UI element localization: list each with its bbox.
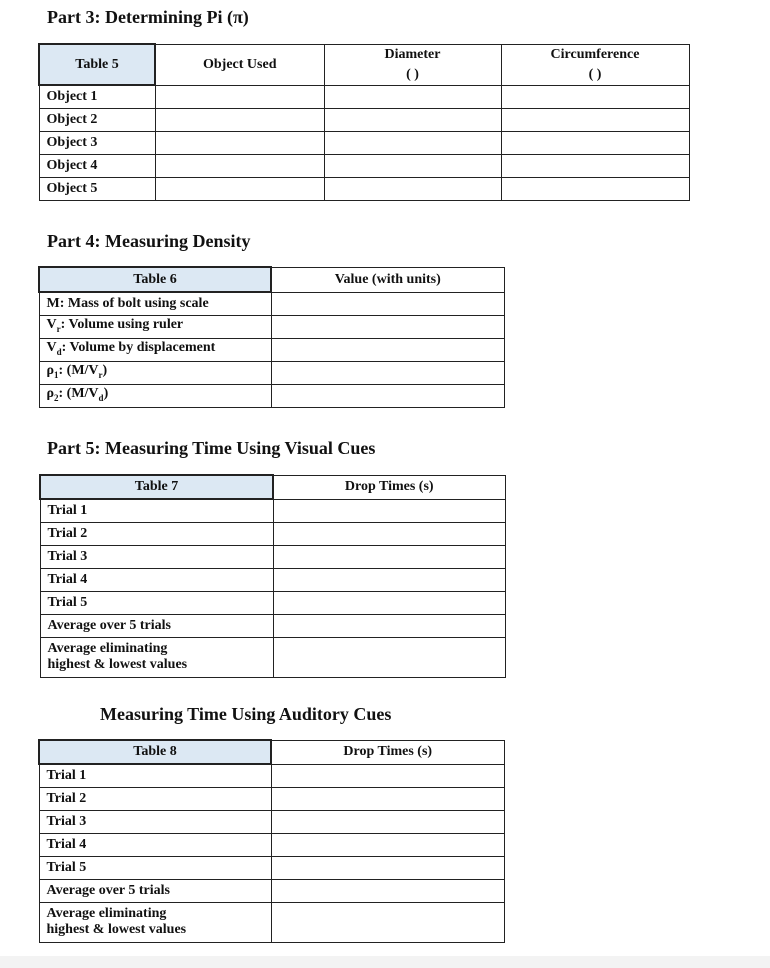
- input-cell[interactable]: [155, 108, 324, 131]
- input-cell[interactable]: [271, 879, 504, 902]
- input-cell[interactable]: [324, 177, 501, 200]
- row-label: Trial 3: [40, 545, 273, 568]
- row-label: Trial 5: [39, 856, 271, 879]
- input-cell[interactable]: [271, 764, 504, 787]
- input-cell[interactable]: [501, 154, 689, 177]
- input-cell[interactable]: [155, 177, 324, 200]
- row-label: Object 5: [39, 177, 155, 200]
- part4-heading: Part 4: Measuring Density: [47, 231, 251, 251]
- table-5-label: Table 5: [39, 44, 155, 85]
- row-volume-displacement: $V_d$: Volume by displacement: [39, 338, 271, 361]
- input-cell[interactable]: [273, 591, 505, 614]
- col-drop-times: Drop Times (s): [273, 475, 505, 499]
- auditory-heading: Measuring Time Using Auditory Cues: [100, 704, 392, 724]
- input-cell[interactable]: [271, 810, 504, 833]
- input-cell[interactable]: [271, 292, 504, 315]
- input-cell[interactable]: [273, 545, 505, 568]
- input-cell[interactable]: [501, 177, 689, 200]
- col-object-used: Object Used: [155, 44, 324, 85]
- input-cell[interactable]: [155, 154, 324, 177]
- table-6-label: Table 6: [39, 267, 271, 292]
- row-label: Average eliminating highest & lowest values: [39, 902, 271, 942]
- col-diameter: Diameter ( ): [324, 44, 501, 85]
- row-label: Trial 2: [40, 522, 273, 545]
- row-label: Object 4: [39, 154, 155, 177]
- input-cell[interactable]: [324, 131, 501, 154]
- input-cell[interactable]: [273, 637, 505, 677]
- row-label: Trial 5: [40, 591, 273, 614]
- row-density-2: $\rho_2$: $(M/V_d)$: [39, 384, 271, 407]
- input-cell[interactable]: [324, 85, 501, 108]
- row-label: Object 2: [39, 108, 155, 131]
- input-cell[interactable]: [501, 108, 689, 131]
- input-cell[interactable]: [501, 85, 689, 108]
- row-label: Trial 3: [39, 810, 271, 833]
- row-label: Trial 4: [40, 568, 273, 591]
- col-drop-times: Drop Times (s): [271, 740, 504, 764]
- input-cell[interactable]: [501, 131, 689, 154]
- table-8-label: Table 8: [39, 740, 271, 764]
- input-cell[interactable]: [324, 154, 501, 177]
- input-cell[interactable]: [155, 85, 324, 108]
- col-value: Value (with units): [271, 267, 504, 292]
- input-cell[interactable]: [271, 315, 504, 338]
- table-7: [39, 474, 506, 678]
- input-cell[interactable]: [271, 787, 504, 810]
- part3-heading: Part 3: Determining Pi (π): [47, 7, 249, 27]
- page-bottom-edge: [0, 956, 770, 968]
- input-cell[interactable]: [273, 522, 505, 545]
- row-volume-ruler: $V_r$: Volume using ruler: [39, 315, 271, 338]
- table-7-label: Table 7: [40, 475, 273, 499]
- row-mass: M: Mass of bolt using scale: [39, 292, 271, 315]
- input-cell[interactable]: [271, 902, 504, 942]
- input-cell[interactable]: [271, 856, 504, 879]
- row-label: Trial 4: [39, 833, 271, 856]
- col-circumference: Circumference ( ): [501, 44, 689, 85]
- row-label: Object 3: [39, 131, 155, 154]
- row-density-1: $\rho_1$: $(M/V_r)$: [39, 361, 271, 384]
- row-label: Average over 5 trials: [39, 879, 271, 902]
- input-cell[interactable]: [271, 833, 504, 856]
- row-label: Average eliminating highest & lowest values: [40, 637, 273, 677]
- input-cell[interactable]: [271, 384, 504, 407]
- part5-heading: Part 5: Measuring Time Using Visual Cues: [47, 438, 376, 458]
- row-label: Trial 2: [39, 787, 271, 810]
- row-label: Trial 1: [39, 764, 271, 787]
- input-cell[interactable]: [273, 614, 505, 637]
- table-5: [38, 43, 690, 201]
- table-8: [38, 739, 505, 943]
- row-label: Trial 1: [40, 499, 273, 522]
- input-cell[interactable]: [273, 499, 505, 522]
- input-cell[interactable]: [273, 568, 505, 591]
- table-6: [38, 266, 505, 408]
- input-cell[interactable]: [155, 131, 324, 154]
- row-label: Object 1: [39, 85, 155, 108]
- input-cell[interactable]: [324, 108, 501, 131]
- row-label: Average over 5 trials: [40, 614, 273, 637]
- input-cell[interactable]: [271, 361, 504, 384]
- input-cell[interactable]: [271, 338, 504, 361]
